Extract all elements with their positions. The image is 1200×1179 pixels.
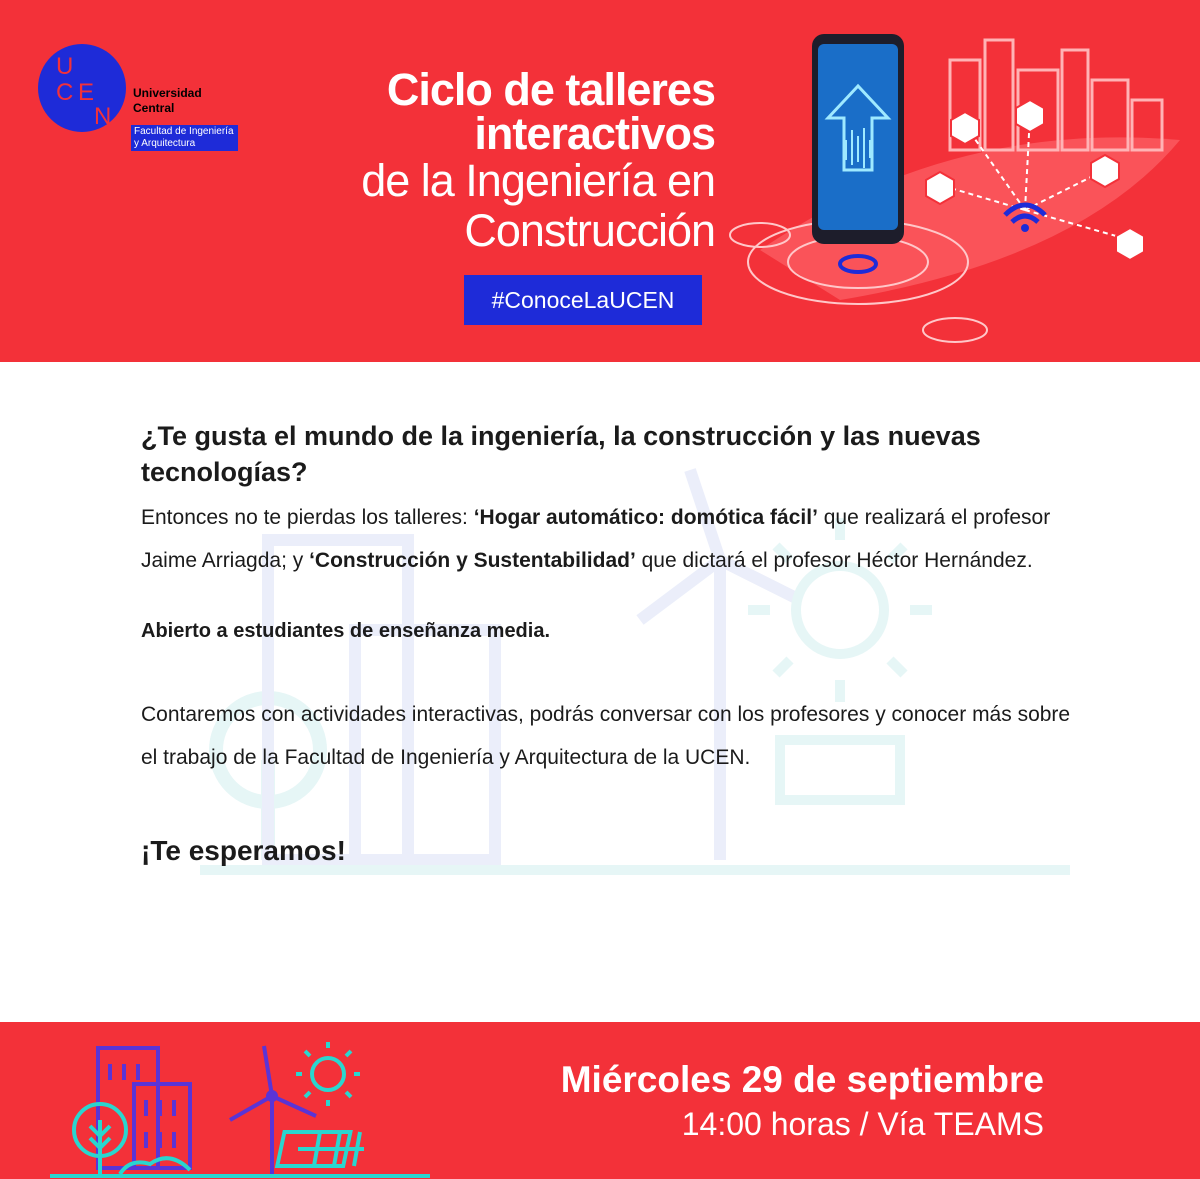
svg-text:E: E [78,79,95,106]
city-skyline-icon [950,40,1162,150]
closing-line: ¡Te esperamos! [141,835,346,866]
intro-question: ¿Te gusta el mundo de la ingeniería, la construcción y las nuevas tecnologías? [141,421,981,487]
sustainability-illustration [50,1040,430,1179]
svg-text:U: U [56,53,74,80]
hashtag-badge: #ConoceLaUCEN [464,275,702,325]
workshop-2-title: ‘Construcción y Sustentabilidad’ [309,549,636,572]
workshops-paragraph [141,496,1071,582]
activities-paragraph: Contaremos con actividades interactivas, podrás conversar con los profesores y conocer más sobre el trabajo de la Facultad de Ingeniería y Arquitectura de la UCEN. [141,703,1071,769]
faculty-label [131,125,238,151]
title-line-4: Construcción [464,205,715,256]
title-line-3: de la Ingeniería en [361,155,715,206]
audience-note: Abierto a estudiantes de enseñanza media. [141,620,551,642]
workshop-1-title: ‘Hogar automático: domótica fácil’ [473,506,818,529]
smart-city-illustration [700,0,1200,362]
wind-turbine-icon [230,1046,316,1174]
para1-text-e: que dictará el profesor Héctor Hernández. [635,549,1033,572]
building-icon [98,1048,158,1168]
svg-text:C: C [56,79,74,106]
faculty-line-1: Facultad de Ingeniería [134,126,234,137]
main-content [141,418,1071,897]
title-line-2: interactivos [474,108,715,159]
sun-icon [296,1042,360,1106]
svg-text:N: N [94,103,112,130]
header-banner [0,0,1200,362]
smartphone-icon [812,34,904,244]
footer-banner [0,1022,1200,1179]
event-date: Miércoles 29 de septiembre [560,1059,1044,1100]
page-title [250,64,715,256]
para1-text-c: que realizará el profesor Jaime Arriagda; y [141,506,1051,572]
university-name: Universidad Central [133,86,202,115]
solar-panel-icon [277,1132,364,1166]
title-line-1: Ciclo de talleres [386,64,715,115]
faculty-line-2: y Arquitectura [134,138,196,149]
event-time: 14:00 horas / Vía TEAMS [681,1106,1044,1142]
para1-text-a: Entonces no te pierdas los talleres: [141,506,474,529]
ucen-logo [38,44,126,132]
